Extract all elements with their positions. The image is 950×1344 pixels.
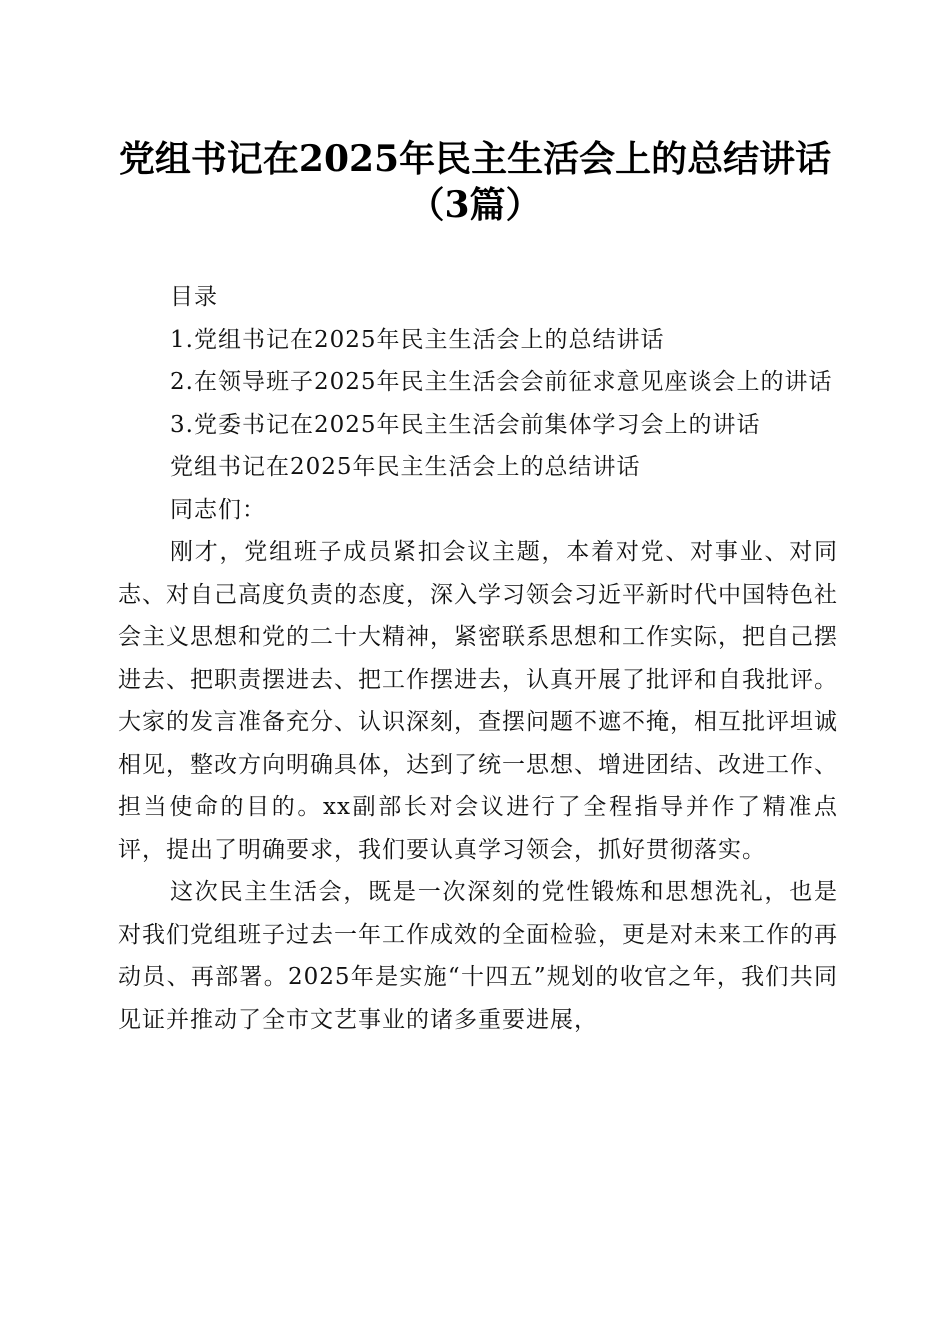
section-heading: 党组书记在2025年民主生活会上的总结讲话 bbox=[170, 454, 641, 480]
salutation: 同志们： bbox=[170, 496, 266, 523]
title-line-1: 党组书记在2025年民主生活会上的总结讲话 bbox=[118, 138, 832, 180]
toc-heading: 目录 bbox=[170, 284, 218, 310]
body-paragraph: 刚才，党组班子成员紧扣会议主题，本着对党、对事业、对同志、对自己高度负责的态度，深入学习领会习近平新时代中国特色社会主义思想和党的二十大精神，紧密联系思想和工作实际，把自己摆进去、把职责摆进去、把工作摆进去，认真开展了批评和自我批评。大家的发言准备充分、认识深刻，查摆问题不遮不掩，相互批评坦诚相见，整改方向明确具体，达到了统一思想、增进团结、改进工作、担当使命的目的。xx副部长对会议进行了全程指导并作了精准点评，提出了明确要求，我们要认真学习领会，抓好贯彻落实。 bbox=[118, 539, 838, 863]
toc-item: 3.党委书记在2025年民主生活会前集体学习会上的讲话 bbox=[170, 411, 761, 438]
title-line-2: （3篇） bbox=[408, 184, 542, 226]
document-title bbox=[60, 136, 890, 228]
body-paragraph: 这次民主生活会，既是一次深刻的党性锻炼和思想洗礼，也是对我们党组班子过去一年工作成效的全面检验，更是对未来工作的再动员、再部署。2025年是实施“十四五”规划的收官之年，我们共同见证并推动了全市文艺事业的诸多重要进展， bbox=[118, 879, 838, 1033]
document-body bbox=[118, 276, 838, 1041]
toc-item: 2.在领导班子2025年民主生活会会前征求意见座谈会上的讲话 bbox=[170, 369, 833, 395]
toc-item: 1.党组书记在2025年民主生活会上的总结讲话 bbox=[170, 326, 665, 353]
